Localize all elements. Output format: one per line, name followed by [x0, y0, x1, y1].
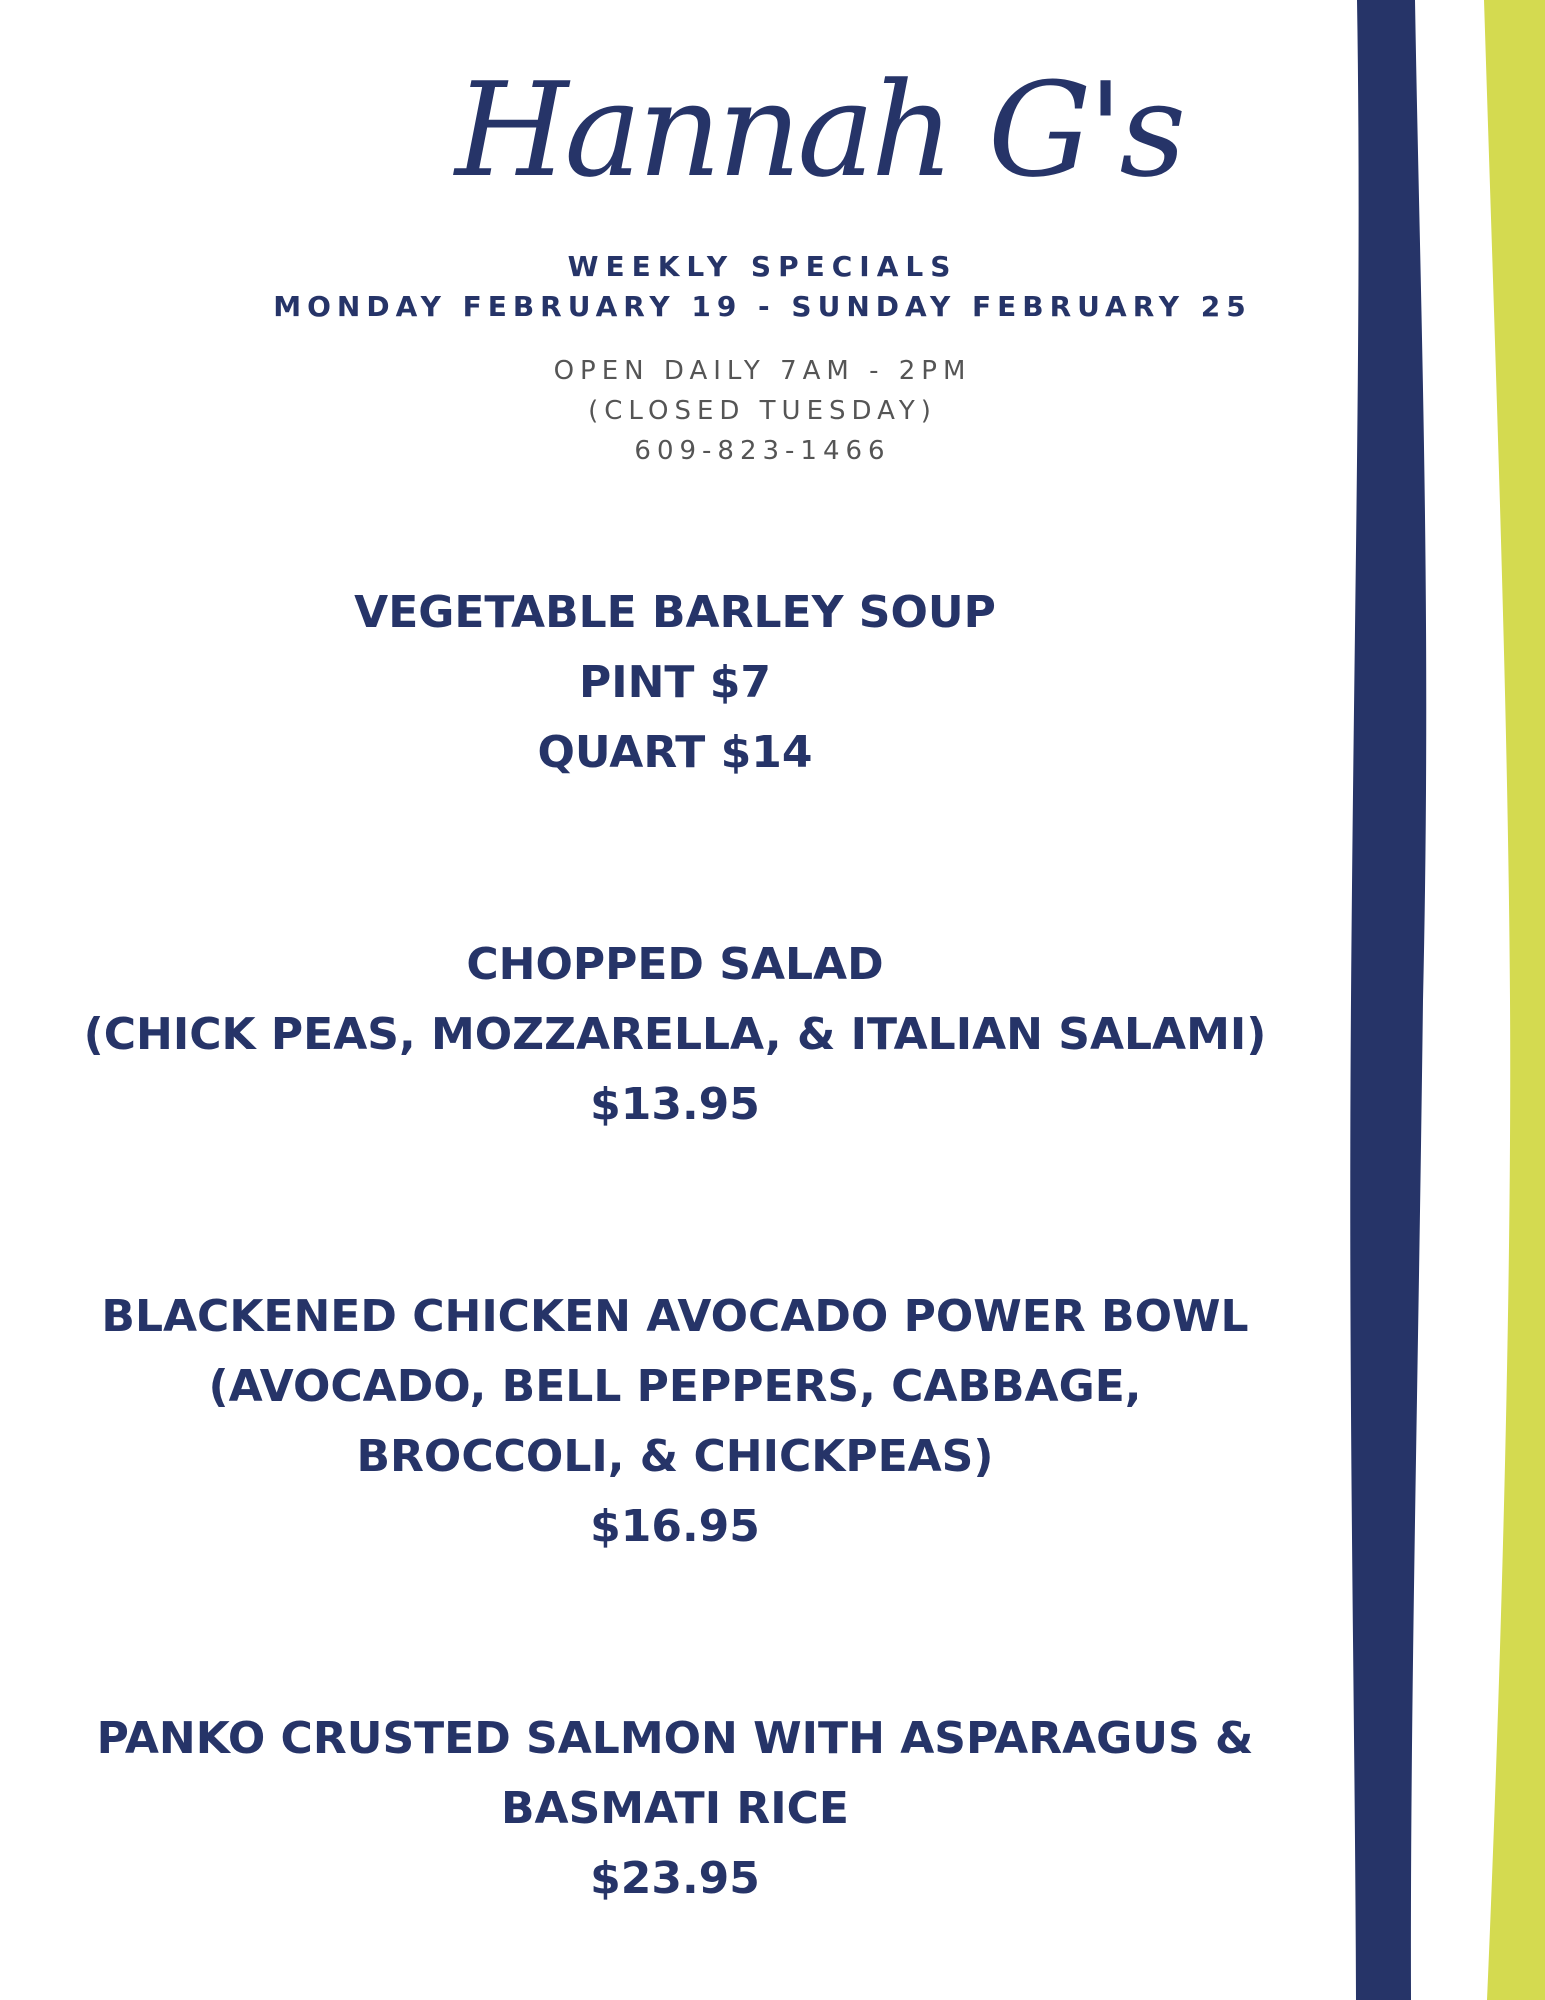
special-name: PANKO CRUSTED SALMON WITH ASPARAGUS & [96, 1713, 1254, 1764]
special-description-continued: BROCCOLI, & CHICKPEAS) [356, 1431, 994, 1482]
special-price: $23.95 [590, 1853, 760, 1904]
special-price: $16.95 [590, 1501, 760, 1552]
special-name-continued: BASMATI RICE [500, 1783, 849, 1834]
date-range: MONDAY FEBRUARY 19 - SUNDAY FEBRUARY 25 [273, 290, 1252, 323]
special-item-salmon [30, 1704, 1320, 1914]
special-price-quart: QUART $14 [537, 727, 813, 778]
closed-day: (CLOSED TUESDAY) [588, 396, 937, 426]
special-item-power-bowl [30, 1282, 1320, 1562]
special-price-pint: PINT $7 [578, 657, 771, 708]
special-name: VEGETABLE BARLEY SOUP [354, 587, 996, 638]
special-price: $13.95 [590, 1079, 760, 1130]
opening-hours: OPEN DAILY 7AM - 2PM [553, 356, 972, 386]
special-name: BLACKENED CHICKEN AVOCADO POWER BOWL [101, 1291, 1249, 1342]
special-item-soup [30, 578, 1320, 788]
special-description: (AVOCADO, BELL PEPPERS, CABBAGE, [208, 1361, 1142, 1412]
special-item-salad [30, 930, 1320, 1140]
logo [440, 40, 1183, 250]
phone-number: 609-823-1466 [634, 436, 891, 466]
logo-text: Hannah G's [455, 54, 1183, 206]
weekly-specials-title: WEEKLY SPECIALS [567, 250, 958, 283]
special-description: (CHICK PEAS, MOZZARELLA, & ITALIAN SALAMI) [83, 1009, 1267, 1060]
special-name: CHOPPED SALAD [466, 939, 884, 990]
